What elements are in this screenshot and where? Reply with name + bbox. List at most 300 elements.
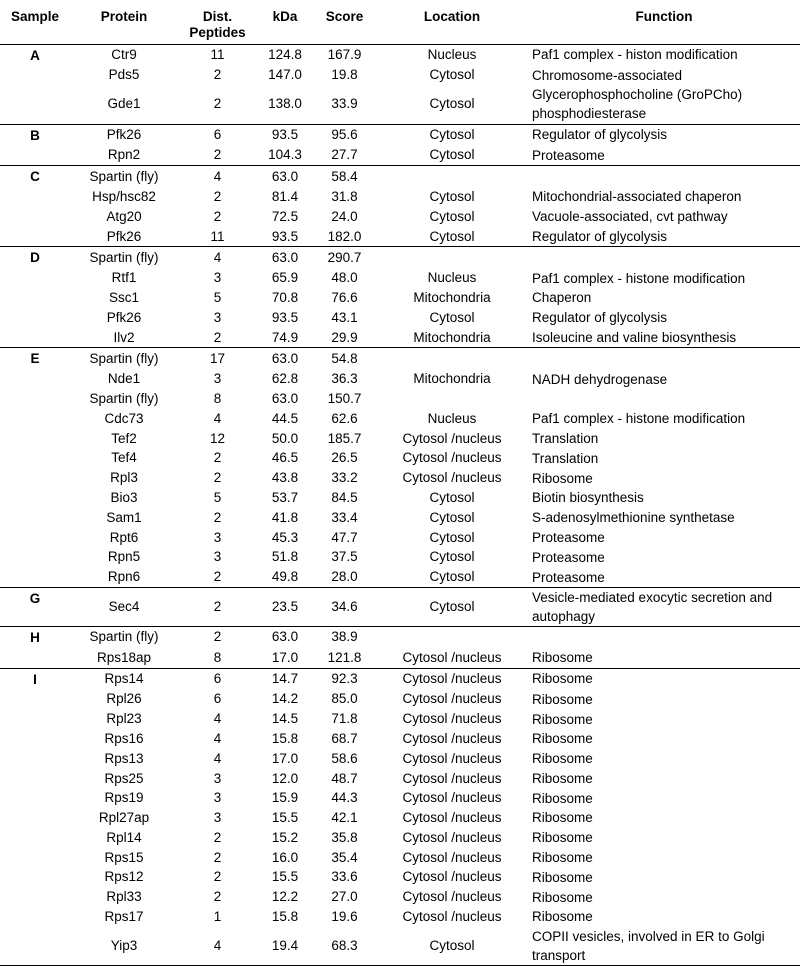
sample-cell <box>0 288 70 308</box>
location-cell: Mitochondria <box>413 371 491 387</box>
protein-cell: Ilv2 <box>113 329 135 345</box>
score-cell: 84.5 <box>331 489 358 505</box>
table-header <box>0 0 800 44</box>
location-cell: Cytosol /nucleus <box>402 649 502 665</box>
location-cell: Cytosol /nucleus <box>402 750 502 766</box>
sample-cell <box>0 749 70 769</box>
score-cell: 27.7 <box>331 147 358 163</box>
sample-cell <box>0 848 70 868</box>
kda-cell: 50.0 <box>271 430 299 446</box>
kda-cell: 17.0 <box>271 649 299 665</box>
score-cell: 58.4 <box>331 168 358 184</box>
table-row <box>0 508 800 528</box>
peptides-cell: 4 <box>213 249 222 265</box>
peptides-cell: 3 <box>213 810 222 826</box>
sample-cell <box>0 508 70 528</box>
kda-cell: 104.3 <box>268 147 302 163</box>
protein-cell: Rpl14 <box>106 829 142 845</box>
score-cell: 121.8 <box>327 649 362 665</box>
score-cell: 68.3 <box>331 938 358 954</box>
function-cell: Chromosome-associated <box>532 67 683 83</box>
function-cell: Proteasome <box>532 569 605 585</box>
sample-cell <box>0 389 70 409</box>
sample-group <box>0 348 800 588</box>
peptides-cell: 2 <box>213 147 222 163</box>
peptides-cell: 2 <box>213 470 222 486</box>
sample-cell <box>0 227 70 247</box>
table-row <box>0 44 800 65</box>
protein-cell: Rpt6 <box>109 529 139 545</box>
sample-cell <box>0 207 70 227</box>
peptides-cell: 4 <box>213 168 222 184</box>
score-cell: 33.9 <box>331 96 358 112</box>
table-row <box>0 828 800 848</box>
header-protein: Protein <box>100 9 148 24</box>
location-cell: Cytosol <box>429 96 475 112</box>
score-cell: 34.6 <box>331 599 358 615</box>
peptides-cell: 2 <box>213 450 222 466</box>
function-cell: Paf1 complex - histone modification <box>532 270 746 286</box>
kda-cell: 93.5 <box>271 228 299 244</box>
sample-cell <box>0 887 70 907</box>
function-cell: Ribosome <box>532 751 593 767</box>
header-sample: Sample <box>10 9 60 24</box>
sample-cell <box>0 788 70 808</box>
sample-cell <box>0 468 70 488</box>
sample-cell <box>0 328 70 348</box>
function-cell: Chaperon <box>532 290 592 306</box>
score-cell: 92.3 <box>331 671 358 687</box>
protein-cell: Ctr9 <box>111 47 137 62</box>
peptides-cell: 3 <box>213 371 222 387</box>
sample-cell: D <box>30 250 40 266</box>
location-cell: Cytosol /nucleus <box>402 790 502 806</box>
score-cell: 33.6 <box>331 869 358 885</box>
score-cell: 54.8 <box>331 350 358 366</box>
location-cell: Mitochondria <box>413 329 491 345</box>
function-cell: Mitochondrial-associated chaperon <box>532 189 742 205</box>
protein-cell: Pfk26 <box>106 127 142 143</box>
protein-cell: Sam1 <box>106 509 142 525</box>
function-cell: Ribosome <box>532 470 593 486</box>
peptides-cell: 4 <box>213 938 222 954</box>
score-cell: 182.0 <box>327 228 362 244</box>
location-cell: Cytosol /nucleus <box>402 829 502 845</box>
function-cell <box>528 247 800 268</box>
table-row <box>0 429 800 449</box>
peptides-cell: 3 <box>213 529 222 545</box>
protein-cell: Tef4 <box>111 450 137 466</box>
function-cell: Proteasome <box>532 147 605 163</box>
table-row <box>0 788 800 808</box>
table-row <box>0 689 800 709</box>
sample-cell <box>0 927 70 966</box>
protein-cell: Hsp/hsc82 <box>92 188 156 204</box>
peptides-cell: 6 <box>213 691 222 707</box>
sample-cell <box>0 187 70 207</box>
kda-cell: 15.9 <box>271 790 299 806</box>
score-cell: 48.7 <box>331 770 358 786</box>
location-cell: Mitochondria <box>413 289 491 305</box>
kda-cell: 14.7 <box>271 671 299 687</box>
peptides-cell: 2 <box>213 599 222 615</box>
kda-cell: 15.8 <box>271 730 299 746</box>
sample-group <box>0 626 800 668</box>
location-cell: Nucleus <box>427 410 477 426</box>
table-row <box>0 227 800 247</box>
table-row <box>0 288 800 308</box>
location-cell: Cytosol <box>429 309 475 325</box>
peptides-cell: 3 <box>213 549 222 565</box>
location-cell: Cytosol /nucleus <box>402 671 502 687</box>
score-cell: 31.8 <box>331 188 358 204</box>
function-cell: Proteasome <box>532 529 605 545</box>
header-location: Location <box>423 9 481 24</box>
protein-cell: Bio3 <box>110 489 138 505</box>
score-cell: 76.6 <box>331 289 358 305</box>
sample-cell <box>0 409 70 429</box>
table-row <box>0 808 800 828</box>
kda-cell: 15.8 <box>271 909 299 925</box>
peptides-cell: 2 <box>213 889 222 905</box>
location-cell: Nucleus <box>427 47 477 62</box>
score-cell: 150.7 <box>327 390 362 406</box>
protein-cell: Yip3 <box>110 938 138 954</box>
sample-cell <box>0 907 70 927</box>
peptides-cell: 11 <box>210 47 225 62</box>
sample-cell <box>0 769 70 789</box>
kda-cell: 14.5 <box>271 711 299 727</box>
sample-cell: G <box>29 590 41 606</box>
score-cell: 58.6 <box>331 750 358 766</box>
table-row <box>0 207 800 227</box>
table-row <box>0 769 800 789</box>
kda-cell: 53.7 <box>271 489 299 505</box>
location-cell: Cytosol <box>429 489 475 505</box>
kda-cell: 46.5 <box>271 450 299 466</box>
table-row <box>0 867 800 887</box>
location-cell: Cytosol /nucleus <box>402 810 502 826</box>
location-cell: Cytosol /nucleus <box>402 770 502 786</box>
kda-cell: 41.8 <box>271 509 299 525</box>
kda-cell: 51.8 <box>271 549 299 565</box>
function-cell: Regulator of glycolysis <box>532 127 668 143</box>
sample-group <box>0 124 800 166</box>
location-cell: Cytosol <box>429 529 475 545</box>
table-row <box>0 166 800 187</box>
protein-cell: Rpl3 <box>110 470 138 486</box>
score-cell: 19.8 <box>331 67 358 83</box>
sample-cell: C <box>30 169 40 185</box>
kda-cell: 12.0 <box>271 770 299 786</box>
protein-cell: Spartin (fly) <box>89 390 159 406</box>
score-cell: 35.8 <box>331 829 358 845</box>
protein-cell: Atg20 <box>106 208 142 224</box>
kda-cell: 72.5 <box>271 208 299 224</box>
kda-cell: 138.0 <box>268 96 302 112</box>
kda-cell: 45.3 <box>271 529 299 545</box>
protein-cell: Rps16 <box>104 730 144 746</box>
location-cell: Cytosol <box>429 188 475 204</box>
function-cell <box>528 166 800 187</box>
kda-cell: 74.9 <box>271 329 299 345</box>
function-cell: Paf1 complex - histon modification <box>532 47 738 63</box>
protein-cell: Pds5 <box>108 67 140 83</box>
score-cell: 48.0 <box>331 270 358 286</box>
function-cell: Translation <box>532 430 599 446</box>
score-cell: 44.3 <box>331 790 358 806</box>
table-row <box>0 328 800 348</box>
protein-cell: Sec4 <box>108 599 140 615</box>
score-cell: 26.5 <box>331 450 358 466</box>
peptides-cell: 2 <box>213 188 222 204</box>
peptides-cell: 3 <box>213 309 222 325</box>
table-row <box>0 308 800 328</box>
protein-cell: Rps15 <box>104 849 144 865</box>
score-cell: 95.6 <box>331 127 358 143</box>
peptides-cell: 2 <box>213 849 222 865</box>
header-kda: kDa <box>272 9 298 24</box>
protein-cell: Rpn5 <box>107 549 141 565</box>
kda-cell: 63.0 <box>271 249 299 265</box>
table-row <box>0 187 800 207</box>
protein-cell: Spartin (fly) <box>89 249 159 265</box>
protein-cell: Spartin (fly) <box>89 168 159 184</box>
table-row <box>0 528 800 548</box>
protein-cell: Tef2 <box>111 430 137 446</box>
location-cell: Cytosol /nucleus <box>402 869 502 885</box>
function-cell: Ribosome <box>532 810 593 826</box>
sample-cell: E <box>30 351 40 367</box>
peptides-cell: 2 <box>213 869 222 885</box>
peptides-cell: 3 <box>213 790 222 806</box>
sample-group <box>0 247 800 348</box>
sample-group <box>0 587 800 626</box>
table-row <box>0 369 800 389</box>
protein-cell: Rpn2 <box>107 147 141 163</box>
score-cell: 167.9 <box>327 47 362 62</box>
function-cell: Ribosome <box>532 711 593 727</box>
sample-cell: I <box>33 671 37 687</box>
sample-cell <box>0 65 70 85</box>
protein-cell: Rpl26 <box>106 691 142 707</box>
kda-cell: 16.0 <box>271 849 299 865</box>
peptides-cell: 4 <box>213 410 222 426</box>
function-cell: Ribosome <box>532 731 593 747</box>
table-row <box>0 626 800 647</box>
kda-cell: 63.0 <box>271 168 299 184</box>
sample-group <box>0 668 800 966</box>
peptides-cell: 2 <box>213 96 222 112</box>
peptides-cell: 2 <box>213 629 222 645</box>
function-cell: Ribosome <box>532 671 593 687</box>
function-cell: Ribosome <box>532 909 593 925</box>
score-cell: 29.9 <box>331 329 358 345</box>
location-cell: Cytosol /nucleus <box>402 711 502 727</box>
function-cell: Isoleucine and valine biosynthesis <box>532 329 737 345</box>
function-cell <box>528 626 800 647</box>
kda-cell: 19.4 <box>271 938 299 954</box>
score-cell: 37.5 <box>331 549 358 565</box>
peptides-cell: 2 <box>213 208 222 224</box>
sample-cell <box>0 648 70 668</box>
table-row <box>0 709 800 729</box>
location-cell: Cytosol /nucleus <box>402 849 502 865</box>
score-cell: 33.4 <box>331 509 358 525</box>
kda-cell: 17.0 <box>271 750 299 766</box>
protein-cell: Rps19 <box>104 790 144 806</box>
sample-cell <box>0 709 70 729</box>
peptides-cell: 1 <box>213 909 222 925</box>
protein-cell: Rps13 <box>104 750 144 766</box>
protein-cell: Cdc73 <box>104 410 144 426</box>
score-cell: 85.0 <box>331 691 358 707</box>
table-row <box>0 749 800 769</box>
kda-cell: 43.8 <box>271 470 299 486</box>
table-row <box>0 85 800 124</box>
location-cell: Cytosol <box>429 938 475 954</box>
kda-cell: 12.2 <box>271 889 299 905</box>
kda-cell: 93.5 <box>271 127 299 143</box>
protein-cell: Rtf1 <box>111 270 137 286</box>
protein-cell: Rpl33 <box>106 889 142 905</box>
score-cell: 28.0 <box>331 569 358 585</box>
score-cell: 38.9 <box>331 629 358 645</box>
protein-cell: Spartin (fly) <box>89 350 159 366</box>
sample-cell <box>0 85 70 124</box>
score-cell: 24.0 <box>331 208 358 224</box>
location-cell: Cytosol /nucleus <box>402 470 502 486</box>
table-row <box>0 927 800 966</box>
kda-cell: 15.5 <box>271 869 299 885</box>
location-cell: Cytosol /nucleus <box>402 909 502 925</box>
function-cell: Paf1 complex - histone modification <box>532 411 746 427</box>
peptides-cell: 5 <box>213 489 222 505</box>
function-cell: Regulator of glycolysis <box>532 310 668 326</box>
protein-cell: Rps25 <box>104 770 144 786</box>
location-cell: Cytosol <box>429 67 475 83</box>
function-cell: Vesicle-mediated exocytic secretion and autophagy <box>532 589 773 624</box>
score-cell: 35.4 <box>331 849 358 865</box>
location-cell <box>376 166 528 187</box>
peptides-cell: 2 <box>213 569 222 585</box>
protein-cell: Rpn6 <box>107 569 141 585</box>
location-cell: Cytosol /nucleus <box>402 450 502 466</box>
function-cell: Translation <box>532 450 599 466</box>
sample-cell <box>0 867 70 887</box>
location-cell <box>376 348 528 369</box>
table-row <box>0 468 800 488</box>
peptides-cell: 8 <box>213 649 222 665</box>
kda-cell: 93.5 <box>271 309 299 325</box>
location-cell: Cytosol /nucleus <box>402 691 502 707</box>
peptides-cell: 2 <box>213 509 222 525</box>
function-cell: Regulator of glycolysis <box>532 228 668 244</box>
table-row <box>0 668 800 689</box>
protein-cell: Nde1 <box>107 371 141 387</box>
location-cell: Cytosol /nucleus <box>402 889 502 905</box>
header-function: Function <box>635 9 693 24</box>
peptides-cell: 4 <box>213 730 222 746</box>
sample-cell <box>0 567 70 587</box>
table-row <box>0 567 800 587</box>
table-row <box>0 124 800 145</box>
header-score: Score <box>325 9 364 24</box>
protein-cell: Ssc1 <box>108 289 139 305</box>
sample-cell <box>0 729 70 749</box>
sample-cell <box>0 808 70 828</box>
protein-cell: Rpl27ap <box>98 810 150 826</box>
sample-cell <box>0 145 70 165</box>
peptides-cell: 6 <box>213 127 222 143</box>
score-cell: 68.7 <box>331 730 358 746</box>
location-cell: Cytosol <box>429 549 475 565</box>
peptides-cell: 8 <box>213 390 222 406</box>
location-cell: Cytosol <box>429 599 475 615</box>
function-cell: Vacuole-associated, cvt pathway <box>532 209 728 225</box>
table-row <box>0 65 800 85</box>
kda-cell: 15.2 <box>271 829 299 845</box>
function-cell: Proteasome <box>532 549 605 565</box>
function-cell: Ribosome <box>532 691 593 707</box>
peptides-cell: 4 <box>213 750 222 766</box>
kda-cell: 14.2 <box>271 691 299 707</box>
score-cell: 47.7 <box>331 529 358 545</box>
kda-cell: 63.0 <box>271 390 299 406</box>
kda-cell: 81.4 <box>271 188 299 204</box>
sample-cell <box>0 828 70 848</box>
protein-cell: Rps14 <box>104 671 144 687</box>
protein-cell: Rps12 <box>104 869 144 885</box>
peptides-cell: 12 <box>209 430 226 446</box>
table-row <box>0 448 800 468</box>
location-cell: Cytosol <box>429 569 475 585</box>
protein-cell: Rpl23 <box>106 711 142 727</box>
score-cell: 290.7 <box>327 249 362 265</box>
score-cell: 71.8 <box>331 711 358 727</box>
protein-cell: Pfk26 <box>106 309 142 325</box>
function-cell: Ribosome <box>532 830 593 846</box>
peptides-cell: 3 <box>213 770 222 786</box>
function-cell: Ribosome <box>532 869 593 885</box>
sample-cell <box>0 528 70 548</box>
function-cell: Ribosome <box>532 889 593 905</box>
kda-cell: 147.0 <box>268 67 302 83</box>
table-row <box>0 389 800 409</box>
function-cell: NADH dehydrogenase <box>532 371 668 387</box>
protein-cell: Rps17 <box>104 909 144 925</box>
location-cell: Cytosol /nucleus <box>402 730 502 746</box>
sample-cell: H <box>30 629 40 645</box>
score-cell: 42.1 <box>331 810 358 826</box>
function-cell: Ribosome <box>532 770 593 786</box>
header-peptides: Dist. Peptides <box>189 9 246 40</box>
sample-cell <box>0 308 70 328</box>
function-cell: COPII vesicles, involved in ER to Golgi transport <box>532 929 765 964</box>
location-cell <box>376 389 528 409</box>
sample-cell <box>0 429 70 449</box>
location-cell: Cytosol <box>429 228 475 244</box>
function-cell: Ribosome <box>532 790 593 806</box>
kda-cell: 23.5 <box>271 599 299 615</box>
kda-cell: 124.8 <box>268 47 302 62</box>
kda-cell: 70.8 <box>271 289 299 305</box>
peptides-cell: 17 <box>209 350 226 366</box>
function-cell <box>528 389 800 409</box>
table-row <box>0 268 800 288</box>
sample-cell: A <box>30 47 40 63</box>
sample-cell: B <box>30 127 40 143</box>
